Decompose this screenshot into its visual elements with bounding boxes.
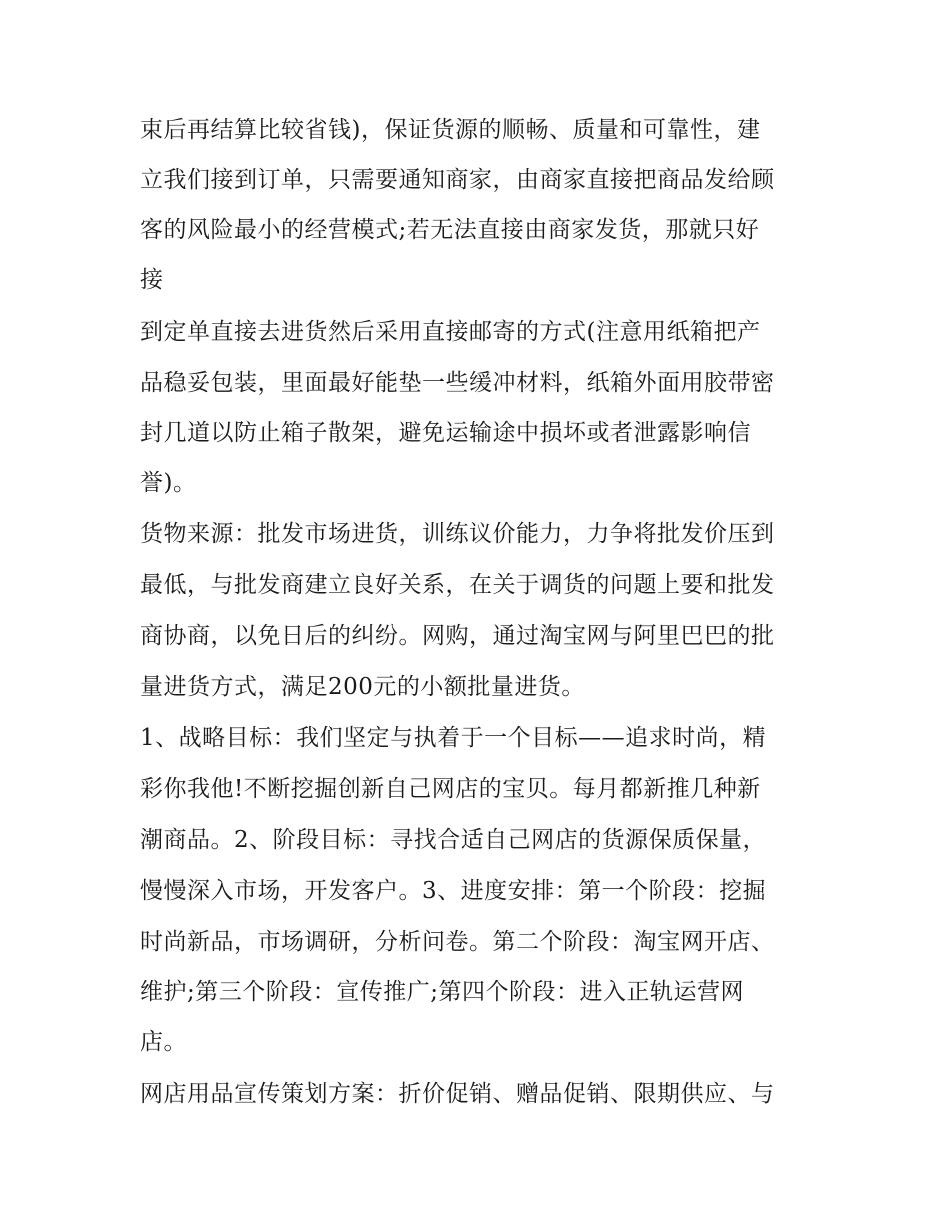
text-line: 1、战略目标：我们坚定与执着于一个目标——追求时尚，精 (140, 725, 767, 751)
text-line: 潮商品。2、阶段目标：寻找合适自己网店的货源保质保量， (140, 827, 767, 853)
text-line: 商协商，以免日后的纠纷。网购，通过淘宝网与阿里巴巴的批 (140, 623, 775, 649)
text-line: 店。 (140, 1029, 187, 1055)
text-line: 网店用品宣传策划方案：折价促销、赠品促销、限期供应、与 (140, 1081, 775, 1107)
text-line: 品稳妥包装，里面最好能垫一些缓冲材料，纸箱外面用胶带密 (140, 370, 775, 396)
text-line: 最低，与批发商建立良好关系，在关于调货的问题上要和批发 (140, 572, 775, 598)
text-line: 维护;第三个阶段：宣传推广;第四个阶段：进入正轨运营网 (140, 979, 744, 1005)
text-line: 慢慢深入市场，开发客户。3、进度安排：第一个阶段：挖掘 (140, 878, 767, 904)
text-line: 货物来源：批发市场进货，训练议价能力，力争将批发价压到 (140, 521, 775, 547)
text-line: 封几道以防止箱子散架，避免运输途中损坏或者泄露影响信 (140, 420, 751, 446)
text-line: 接 (140, 267, 164, 293)
text-line: 时尚新品，市场调研，分析问卷。第二个阶段：淘宝网开店、 (140, 929, 775, 955)
text-line: 誉)。 (140, 470, 197, 496)
text-line: 立我们接到订单，只需要通知商家，由商家直接把商品发给顾 (140, 167, 775, 193)
text-line: 到定单直接去进货然后采用直接邮寄的方式(注意用纸箱把产 (140, 319, 761, 345)
text-line: 量进货方式，满足200元的小额批量进货。 (140, 674, 585, 700)
text-line: 彩你我他!不断挖掘创新自己网店的宝贝。每月都新推几种新 (140, 776, 761, 802)
text-line: 束后再结算比较省钱)，保证货源的顺畅、质量和可靠性，建 (140, 117, 761, 143)
text-line: 客的风险最小的经营模式;若无法直接由商家发货，那就只好 (140, 217, 760, 243)
